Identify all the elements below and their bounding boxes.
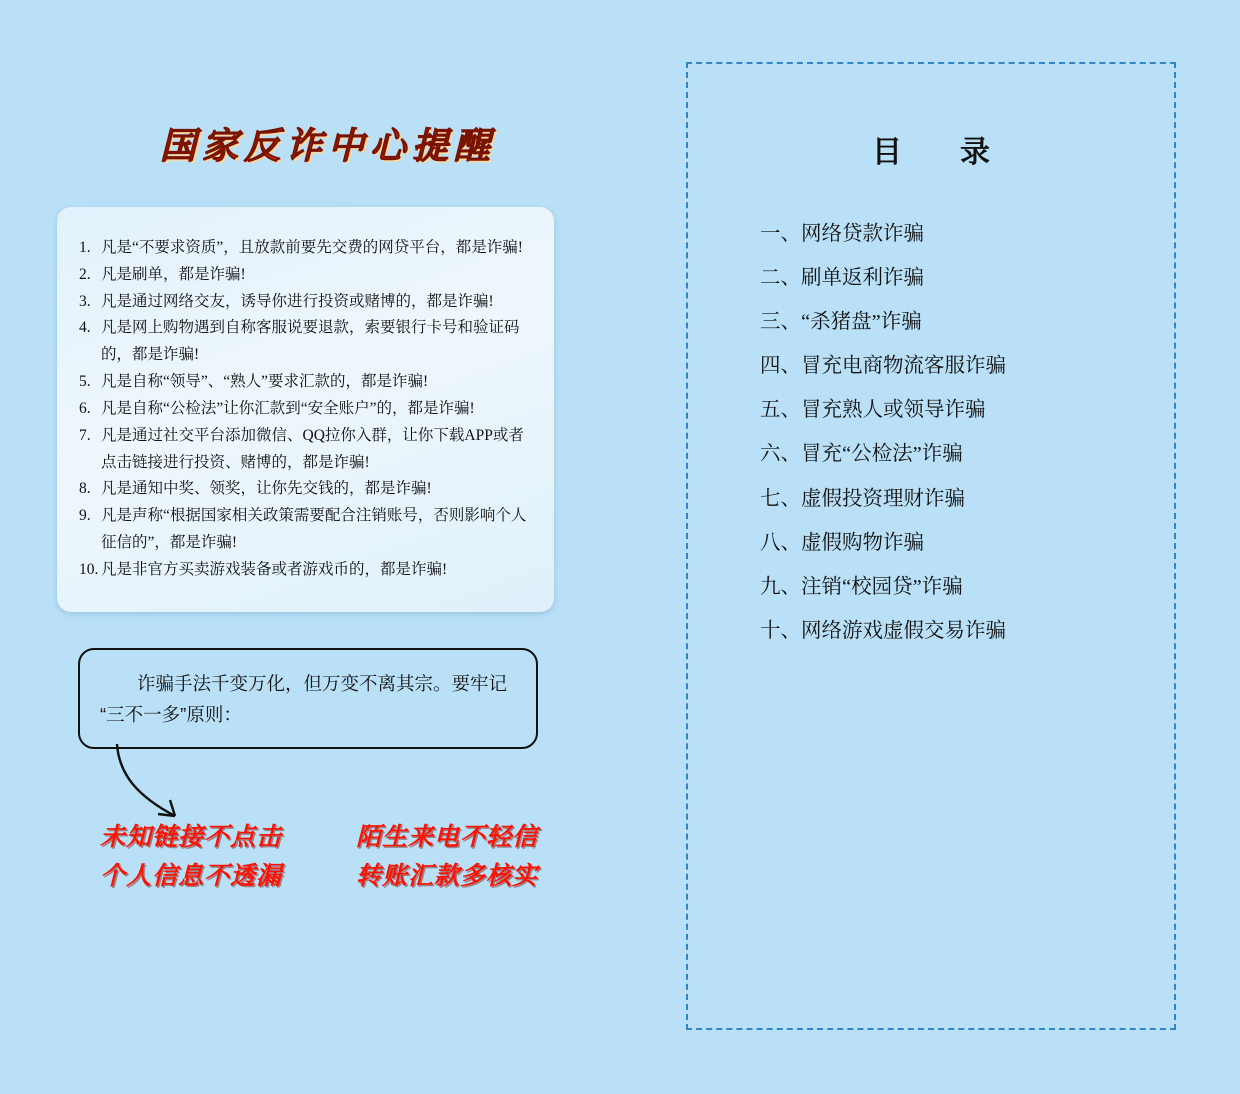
toc-item-2[interactable] — [760, 268, 1006, 289]
tip-number: 6. — [79, 399, 91, 417]
tip-text: 凡是通知中奖、领奖，让你先交钱的，都是诈骗! — [101, 480, 432, 498]
toc-item-7[interactable] — [760, 489, 1006, 510]
toc-index: 三、 — [760, 311, 801, 334]
speech-bubble — [78, 648, 538, 749]
toc-label: 网络游戏虚假交易诈骗 — [801, 619, 1006, 642]
speech-bubble-tail-icon — [113, 744, 183, 824]
toc-index: 十、 — [760, 619, 801, 642]
toc-label: 冒充“公检法”诈骗 — [801, 443, 963, 466]
tip-number: 3. — [79, 292, 91, 310]
page-title: 国家反诈中心提醒 — [160, 126, 497, 166]
toc-item-4[interactable] — [760, 356, 1006, 377]
toc-label: 虚假购物诈骗 — [801, 531, 924, 554]
list-item — [79, 235, 532, 262]
tip-text: 凡是自称“领导”、“熟人”要求汇款的，都是诈骗! — [101, 373, 429, 391]
tip-text: 凡是声称“根据国家相关政策需要配合注销账号，否则影响个人征信的”，都是诈骗! — [101, 507, 527, 551]
slogan-no-personal-info: 个人信息不透漏 — [100, 861, 283, 890]
table-of-contents-panel — [686, 62, 1176, 1030]
toc-item-5[interactable] — [760, 400, 1006, 421]
slogan-group — [100, 818, 560, 896]
tip-number: 1. — [79, 239, 91, 256]
toc-label: 注销“校园贷”诈骗 — [801, 575, 963, 598]
tip-text: 凡是网上购物遇到自称客服说要退款，索要银行卡号和验证码的，都是诈骗! — [101, 319, 520, 364]
toc-list — [760, 224, 1006, 665]
list-item — [79, 369, 532, 396]
list-item — [79, 423, 532, 477]
toc-index: 八、 — [760, 531, 801, 554]
anti-fraud-tips-list — [79, 235, 532, 584]
slogan-no-unknown-links: 未知链接不点击 — [100, 823, 283, 851]
toc-label: 冒充电商物流客服诈骗 — [801, 355, 1006, 378]
toc-title: 目 录 — [872, 136, 1004, 169]
toc-index: 一、 — [760, 223, 801, 245]
tip-number: 5. — [79, 373, 91, 391]
anti-fraud-tips-card — [57, 207, 554, 612]
slogan-no-stranger-calls: 陌生来电不轻信 — [356, 823, 539, 851]
tip-text: 凡是通过社交平台添加微信、QQ拉你入群，让你下载APP或者点击链接进行投资、赌博的，都是诈骗! — [101, 426, 524, 471]
tip-number: 8. — [79, 480, 91, 498]
left-column — [0, 0, 600, 1094]
toc-item-6[interactable] — [760, 444, 1006, 465]
slogan-verify-transfers: 转账汇款多核实 — [356, 861, 539, 890]
list-item — [79, 262, 532, 289]
toc-index: 四、 — [760, 355, 801, 378]
toc-label: 虚假投资理财诈骗 — [801, 487, 965, 510]
toc-label: 冒充熟人或领导诈骗 — [801, 399, 986, 422]
tip-text: 凡是非官方买卖游戏装备或者游戏币的，都是诈骗! — [101, 560, 448, 578]
list-item — [79, 396, 532, 423]
toc-index: 七、 — [760, 487, 801, 510]
toc-item-9[interactable] — [760, 577, 1006, 598]
list-item — [79, 289, 532, 316]
toc-index: 二、 — [760, 267, 801, 290]
toc-label: 网络贷款诈骗 — [801, 223, 924, 245]
toc-item-3[interactable] — [760, 312, 1006, 333]
tip-number: 2. — [79, 265, 91, 283]
toc-index: 九、 — [760, 575, 801, 598]
list-item — [79, 315, 532, 369]
slogan-row — [100, 857, 560, 896]
tip-text: 凡是通过网络交友，诱导你进行投资或赌博的，都是诈骗! — [101, 292, 494, 310]
slogan-row — [100, 818, 560, 857]
speech-bubble-text: 诈骗手法千变万化，但万变不离其宗。要牢记“三不一多”原则： — [100, 673, 508, 726]
list-item — [79, 503, 532, 557]
toc-label: 刷单返利诈骗 — [801, 267, 924, 290]
toc-item-10[interactable] — [760, 621, 1006, 642]
list-item — [79, 476, 532, 503]
toc-index: 五、 — [760, 399, 801, 422]
toc-item-1[interactable] — [760, 224, 1006, 245]
tip-text: 凡是刷单，都是诈骗! — [101, 265, 246, 283]
list-item — [79, 557, 532, 584]
tip-text: 凡是“不要求资质”，且放款前要先交费的网贷平台，都是诈骗! — [101, 239, 523, 256]
toc-label: “杀猪盘”诈骗 — [801, 311, 922, 334]
tip-number: 7. — [79, 426, 91, 444]
toc-item-8[interactable] — [760, 533, 1006, 554]
tip-number: 4. — [79, 319, 91, 337]
toc-index: 六、 — [760, 443, 801, 466]
tip-number: 9. — [79, 507, 91, 525]
tip-text: 凡是自称“公检法”让你汇款到“安全账户”的，都是诈骗! — [101, 399, 475, 417]
tip-number: 10. — [79, 560, 99, 578]
